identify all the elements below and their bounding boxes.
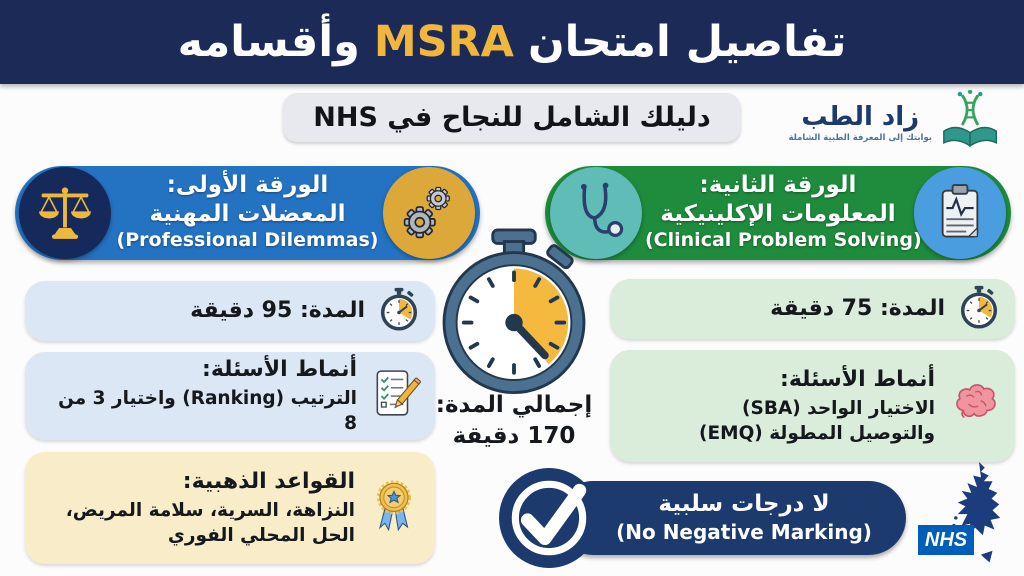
paper2-title-en: (Clinical Problem Solving) — [645, 228, 922, 251]
paper2-qtypes-line2: والتوصيل المطولة (EMQ) — [699, 423, 935, 445]
total-duration-value: 170 دقيقة — [452, 423, 576, 450]
paper1-title-ar1: الورقة الأولى: — [166, 172, 329, 198]
paper2-qtypes-line1: الاختيار الواحد (SBA) — [742, 397, 935, 419]
paper2-qtypes-title: أنماط الأسئلة: — [780, 366, 935, 392]
no-negative-marking-ar: لا درجات سلبية — [658, 491, 830, 518]
total-stopwatch-icon — [436, 228, 592, 398]
paper2-question-types — [624, 365, 935, 448]
checklist-icon — [369, 368, 421, 424]
paper2-duration-box — [610, 279, 1015, 339]
subtitle-text: دليلك الشامل للنجاح في NHS — [313, 102, 711, 133]
paper2-title — [645, 171, 922, 253]
nhs-logo — [918, 525, 974, 555]
title-suffix: وأقسامه — [177, 17, 360, 67]
paper1-question-types-box — [25, 352, 435, 440]
paper1-duration: المدة: 95 دقيقة — [190, 297, 365, 323]
title-highlight: MSRA — [373, 17, 514, 67]
stopwatch-icon — [377, 287, 421, 335]
scales-icon — [19, 167, 111, 259]
paper1-golden-rules-box — [25, 452, 435, 564]
banner — [0, 0, 1024, 84]
total-duration-label: إجمالي المدة: — [435, 392, 593, 418]
no-negative-marking-en: (No Negative Marking) — [616, 519, 872, 544]
golden-rules-line1: النزاهة، السرية، سلامة المريض، — [65, 499, 355, 521]
brand-logo — [789, 90, 1008, 156]
paper2-title-ar1: الورقة الثانية: — [699, 172, 857, 198]
paper1-question-types — [39, 355, 357, 438]
clipboard-icon — [914, 167, 1006, 259]
nhs-label: NHS — [924, 528, 968, 551]
paper2-title-ar2: المعلومات الإكلينيكية — [660, 200, 896, 227]
paper1-title — [115, 171, 380, 253]
paper1-title-ar2: المعضلات المهنية — [149, 200, 346, 227]
golden-rules-title: القواعد الذهبية: — [182, 468, 355, 494]
brand-tagline: بوابتك إلى المعرفة الطبية الشاملة — [788, 133, 932, 144]
paper2-question-types-box — [610, 350, 1015, 462]
total-duration — [424, 390, 604, 452]
golden-rules-line2: الحل المحلي الفوري — [167, 525, 355, 547]
paper1-qtypes-title: أنماط الأسئلة: — [202, 356, 357, 382]
check-icon — [498, 467, 600, 573]
stopwatch-icon — [957, 285, 1001, 333]
page-title — [178, 17, 847, 67]
paper2-duration: المدة: 75 دقيقة — [770, 295, 945, 321]
paper1-golden-rules — [39, 467, 355, 550]
brand-name: زاد الطب — [801, 101, 920, 132]
paper1-duration-box — [25, 281, 435, 341]
brand-text — [789, 103, 932, 144]
medal-icon — [367, 479, 421, 537]
no-negative-marking-pill — [556, 481, 906, 555]
paper1-header — [15, 166, 480, 260]
scotland-map-icon — [944, 460, 1014, 576]
paper1-qtypes-body: الترتيب (Ranking) واختيار 3 من 8 — [58, 387, 357, 435]
brain-icon — [947, 377, 1001, 435]
paper1-title-en: (Professional Dilemmas) — [116, 228, 379, 251]
title-prefix: تفاصيل امتحان — [527, 17, 847, 67]
subtitle-pill — [283, 93, 740, 142]
book-dna-icon — [938, 90, 1008, 156]
paper2-header — [545, 166, 1011, 260]
